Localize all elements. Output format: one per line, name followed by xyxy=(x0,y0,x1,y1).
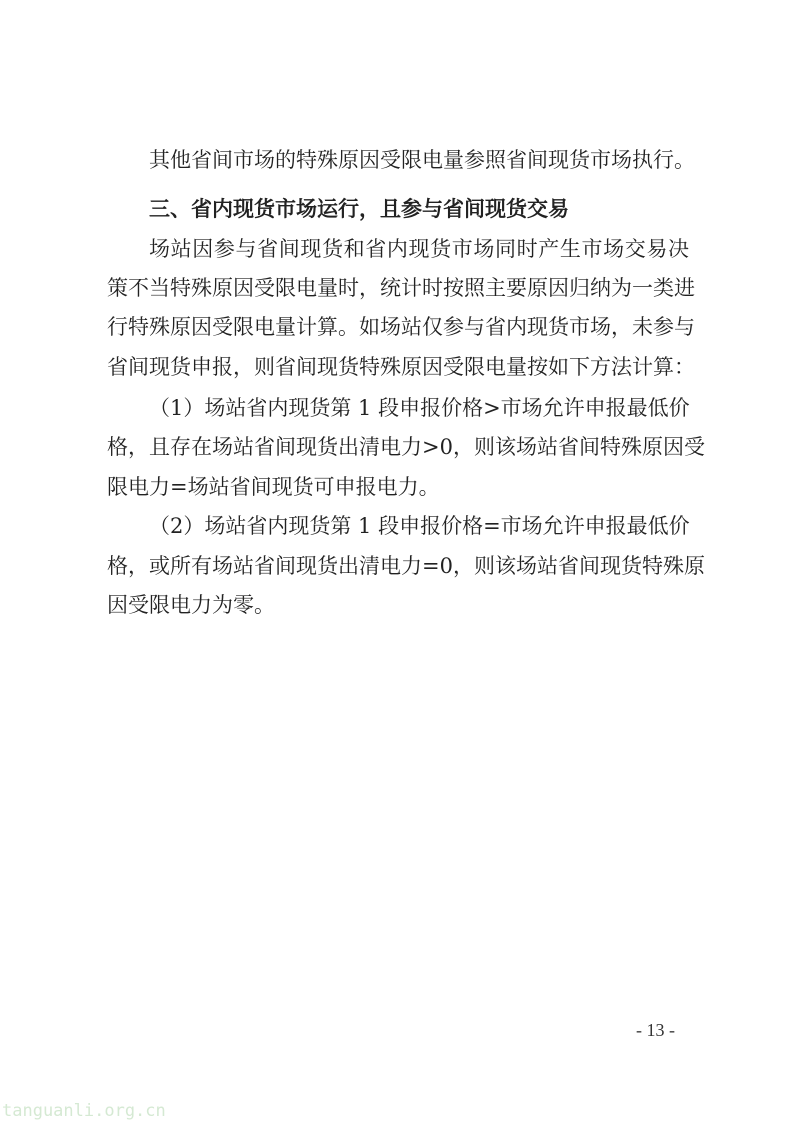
paragraph-line: 格，或所有场站省间现货出清电力=0，则该场站省间现货特殊原 xyxy=(107,554,705,578)
paragraph-line: 格，且存在场站省间现货出清电力>0，则该场站省间特殊原因受 xyxy=(107,435,705,459)
paragraph-line: 策不当特殊原因受限电量时，统计时按照主要原因归纳为一类进 xyxy=(107,276,695,300)
paragraph-line: （1）场站省内现货第 1 段申报价格>市场允许申报最低价 xyxy=(149,396,690,420)
paragraph-line: 场站因参与省间现货和省内现货市场同时产生市场交易决 xyxy=(149,237,689,261)
paragraph-line: 因受限电力为零。 xyxy=(107,593,275,617)
paragraph-line: 限电力=场站省间现货可申报电力。 xyxy=(107,475,440,499)
paragraph-line: 省间现货申报，则省间现货特殊原因受限电量按如下方法计算： xyxy=(107,355,695,379)
page-number: - 13 - xyxy=(636,1020,675,1040)
section-heading: 三、省内现货市场运行，且参与省间现货交易 xyxy=(149,197,569,221)
paragraph-line: 其他省间市场的特殊原因受限电量参照省间现货市场执行。 xyxy=(149,148,695,172)
watermark: tanguanli.org.cn xyxy=(2,1101,166,1121)
paragraph-line: 行特殊原因受限电量计算。如场站仅参与省内现货市场，未参与 xyxy=(107,315,695,339)
paragraph-line: （2）场站省内现货第 1 段申报价格=市场允许申报最低价 xyxy=(149,514,690,538)
